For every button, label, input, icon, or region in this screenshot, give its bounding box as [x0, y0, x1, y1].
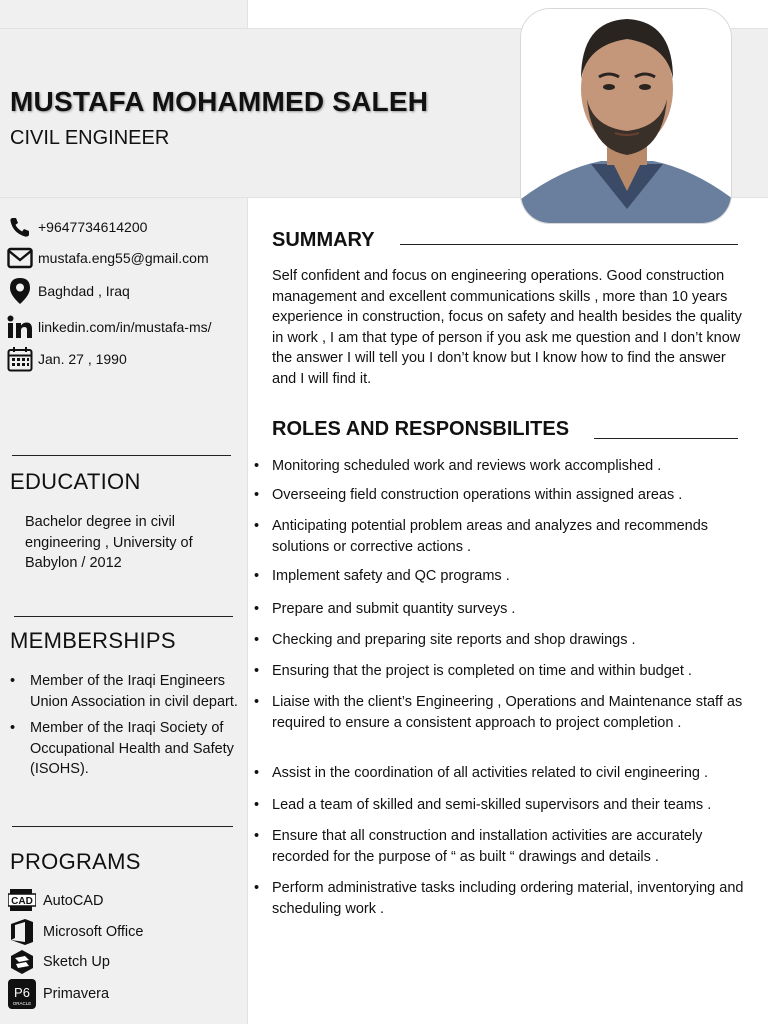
linkedin-icon — [6, 313, 34, 341]
role-item: • Ensure that all construction and installation activities are accurately recorded for the purpose of “ as built “ drawings and details . — [254, 826, 760, 867]
role-item: • Ensuring that the project is completed on time and within budget . — [254, 661, 760, 682]
list-item: • Member of the Iraqi Engineers Union Association in civil depart. — [10, 671, 246, 712]
birthdate-text: Jan. 27 , 1990 — [38, 351, 127, 367]
location-pin-icon — [6, 277, 34, 305]
role-item: • Checking and preparing site reports and shop drawings . — [254, 630, 760, 651]
profile-photo — [520, 8, 732, 224]
email-text[interactable]: mustafa.eng55@gmail.com — [38, 250, 209, 266]
phone-text[interactable]: +9647734614200 — [38, 219, 148, 235]
memberships-heading: MEMBERSHIPS — [10, 628, 176, 653]
education-text: Bachelor degree in civil engineering , University of Babylon / 2012 — [25, 514, 193, 571]
summary-heading: SUMMARY — [272, 229, 375, 251]
job-title: CIVIL ENGINEER — [10, 127, 170, 149]
role-item: • Implement safety and QC programs . — [254, 566, 760, 587]
contact-location — [6, 276, 246, 306]
contact-phone — [6, 212, 246, 242]
list-item: • Member of the Iraqi Society of Occupational Health and Safety (ISOHS). — [10, 718, 246, 780]
summary-rule — [400, 244, 738, 245]
program-primavera — [8, 979, 109, 1009]
primavera-sub-text: ORACLE — [12, 1001, 32, 1006]
role-item: • Assist in the coordination of all activities related to civil engineering . — [254, 763, 760, 784]
divider — [12, 455, 231, 456]
summary-text: Self confident and focus on engineering operations. Good construction management and excellent communications skills , more than 10 years experience in construction, focus on safety and health besides the quality in work , I am that type of person if you ask me question and I don’t know the answer I will tell you I don’t know but I know how to find the answer and I will find it. — [272, 268, 742, 387]
roles-heading: ROLES AND RESPONSBILITES — [272, 418, 570, 440]
autocad-badge-text: CAD — [11, 896, 33, 907]
contact-email — [6, 243, 246, 273]
program-office — [8, 917, 143, 947]
contact-linkedin — [6, 312, 246, 342]
primavera-icon — [8, 980, 36, 1008]
calendar-icon — [6, 345, 34, 373]
role-item: • Lead a team of skilled and semi-skilled supervisors and their teams . — [254, 795, 760, 816]
role-item: • Prepare and submit quantity surveys . — [254, 599, 760, 620]
divider — [12, 826, 233, 827]
sketchup-icon — [8, 948, 36, 976]
program-label: Primavera — [43, 986, 110, 1002]
contact-birthdate — [6, 344, 246, 374]
programs-heading: PROGRAMS — [10, 849, 141, 874]
program-label: Sketch Up — [43, 954, 110, 970]
location-text: Baghdad , Iraq — [38, 283, 130, 299]
program-label: AutoCAD — [43, 893, 104, 909]
education-heading: EDUCATION — [10, 469, 141, 494]
role-item: • Perform administrative tasks including ordering material, inventorying and scheduling work . — [254, 878, 760, 919]
phone-icon — [6, 213, 34, 241]
mail-icon — [6, 244, 34, 272]
linkedin-text[interactable]: linkedin.com/in/mustafa-ms/ — [38, 319, 212, 335]
divider — [14, 616, 233, 617]
program-autocad — [8, 886, 103, 916]
program-label: Microsoft Office — [43, 924, 144, 940]
memberships-list — [10, 671, 246, 786]
role-item: • Liaise with the client’s Engineering , Operations and Maintenance staff as required to ensure a consistent approach to project completion . — [254, 692, 760, 733]
role-item: • Monitoring scheduled work and reviews work accomplished . — [254, 456, 760, 477]
roles-rule — [594, 438, 738, 439]
role-item: • Anticipating potential problem areas and analyzes and recommends solutions or corrective actions . — [254, 516, 760, 557]
candidate-name: MUSTAFA MOHAMMED SALEH — [10, 86, 429, 117]
autocad-icon — [8, 887, 36, 915]
office-icon — [8, 918, 36, 946]
program-sketchup — [8, 947, 110, 977]
primavera-badge-text: P6 — [14, 985, 30, 1000]
role-item: • Overseeing field construction operations within assigned areas . — [254, 485, 760, 506]
